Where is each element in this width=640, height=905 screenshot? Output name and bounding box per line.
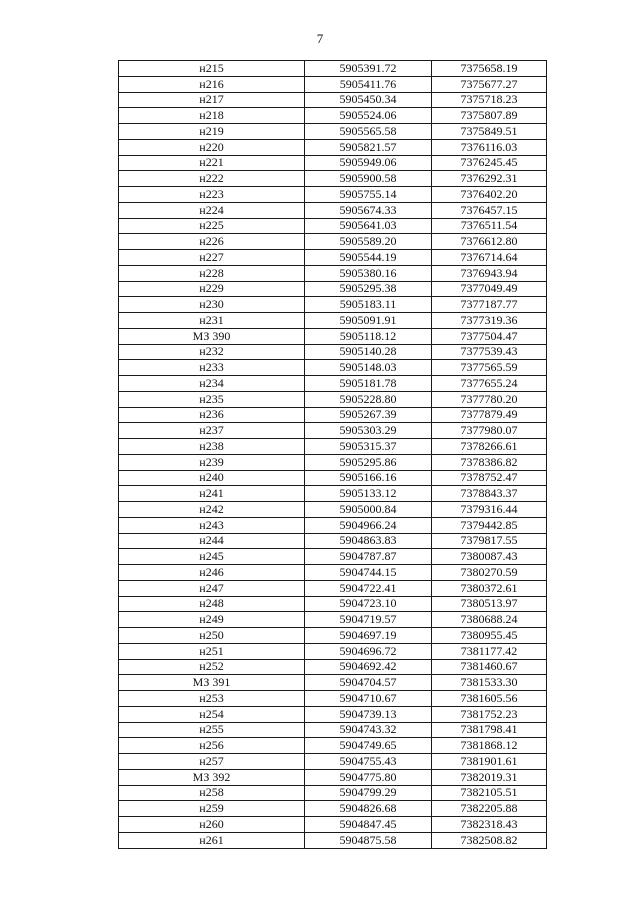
point-label-cell: н256 (119, 738, 305, 754)
table-row (119, 171, 547, 187)
point-label-cell: н241 (119, 486, 305, 502)
y-coordinate-cell: 7380087.43 (432, 549, 547, 565)
x-coordinate-cell: 5904704.57 (305, 675, 432, 691)
point-label-cell: н226 (119, 234, 305, 250)
table-row (119, 565, 547, 581)
y-coordinate-cell: 7380270.59 (432, 565, 547, 581)
point-label-cell: н259 (119, 801, 305, 817)
point-label-cell: МЗ 392 (119, 769, 305, 785)
y-coordinate-cell: 7381798.41 (432, 722, 547, 738)
table-row (119, 628, 547, 644)
x-coordinate-cell: 5905166.16 (305, 470, 432, 486)
point-label-cell: н255 (119, 722, 305, 738)
table-row (119, 470, 547, 486)
table-row (119, 691, 547, 707)
table-row (119, 486, 547, 502)
point-label-cell: н228 (119, 265, 305, 281)
table-row (119, 234, 547, 250)
point-label-cell: МЗ 391 (119, 675, 305, 691)
point-label-cell: н249 (119, 612, 305, 628)
y-coordinate-cell: 7377980.07 (432, 423, 547, 439)
x-coordinate-cell: 5905303.29 (305, 423, 432, 439)
table-row (119, 596, 547, 612)
point-label-cell: н242 (119, 502, 305, 518)
table-row (119, 612, 547, 628)
y-coordinate-cell: 7380955.45 (432, 628, 547, 644)
point-label-cell: н243 (119, 517, 305, 533)
y-coordinate-cell: 7376612.80 (432, 234, 547, 250)
table-row (119, 769, 547, 785)
x-coordinate-cell: 5905295.86 (305, 454, 432, 470)
table-row (119, 344, 547, 360)
y-coordinate-cell: 7378266.61 (432, 439, 547, 455)
x-coordinate-cell: 5904787.87 (305, 549, 432, 565)
x-coordinate-cell: 5904863.83 (305, 533, 432, 549)
x-coordinate-cell: 5905524.06 (305, 108, 432, 124)
x-coordinate-cell: 5905183.11 (305, 297, 432, 313)
x-coordinate-cell: 5905228.80 (305, 391, 432, 407)
table-row (119, 281, 547, 297)
y-coordinate-cell: 7379817.55 (432, 533, 547, 549)
table-row (119, 423, 547, 439)
point-label-cell: н234 (119, 376, 305, 392)
table-row (119, 61, 547, 77)
table-row (119, 517, 547, 533)
x-coordinate-cell: 5904739.13 (305, 706, 432, 722)
table-row (119, 76, 547, 92)
x-coordinate-cell: 5905821.57 (305, 139, 432, 155)
x-coordinate-cell: 5904755.43 (305, 754, 432, 770)
y-coordinate-cell: 7378752.47 (432, 470, 547, 486)
point-label-cell: н237 (119, 423, 305, 439)
y-coordinate-cell: 7375807.89 (432, 108, 547, 124)
page-number: 7 (316, 31, 324, 46)
y-coordinate-cell: 7376116.03 (432, 139, 547, 155)
table-row (119, 738, 547, 754)
table-row (119, 376, 547, 392)
table-row (119, 801, 547, 817)
table-row (119, 580, 547, 596)
table-row (119, 313, 547, 329)
table-row (119, 265, 547, 281)
point-label-cell: н230 (119, 297, 305, 313)
y-coordinate-cell: 7380513.97 (432, 596, 547, 612)
y-coordinate-cell: 7376511.54 (432, 218, 547, 234)
point-label-cell: н257 (119, 754, 305, 770)
y-coordinate-cell: 7377319.36 (432, 313, 547, 329)
y-coordinate-cell: 7381605.56 (432, 691, 547, 707)
x-coordinate-cell: 5904743.32 (305, 722, 432, 738)
table-row (119, 502, 547, 518)
table-row (119, 643, 547, 659)
y-coordinate-cell: 7376714.64 (432, 250, 547, 266)
x-coordinate-cell: 5904966.24 (305, 517, 432, 533)
point-label-cell: н223 (119, 187, 305, 203)
point-label-cell: н239 (119, 454, 305, 470)
point-label-cell: н227 (119, 250, 305, 266)
x-coordinate-cell: 5904697.19 (305, 628, 432, 644)
table-row (119, 549, 547, 565)
table-row (119, 454, 547, 470)
table-row (119, 439, 547, 455)
y-coordinate-cell: 7381752.23 (432, 706, 547, 722)
y-coordinate-cell: 7376457.15 (432, 202, 547, 218)
point-label-cell: н252 (119, 659, 305, 675)
table-row (119, 407, 547, 423)
x-coordinate-cell: 5904875.58 (305, 832, 432, 848)
y-coordinate-cell: 7377187.77 (432, 297, 547, 313)
x-coordinate-cell: 5905118.12 (305, 328, 432, 344)
table-row (119, 675, 547, 691)
point-label-cell: н221 (119, 155, 305, 171)
point-label-cell: н236 (119, 407, 305, 423)
y-coordinate-cell: 7376292.31 (432, 171, 547, 187)
y-coordinate-cell: 7377780.20 (432, 391, 547, 407)
y-coordinate-cell: 7382019.31 (432, 769, 547, 785)
x-coordinate-cell: 5905380.16 (305, 265, 432, 281)
x-coordinate-cell: 5905267.39 (305, 407, 432, 423)
y-coordinate-cell: 7382205.88 (432, 801, 547, 817)
x-coordinate-cell: 5905900.58 (305, 171, 432, 187)
table-row (119, 754, 547, 770)
y-coordinate-cell: 7381533.30 (432, 675, 547, 691)
table-row (119, 187, 547, 203)
point-label-cell: н233 (119, 360, 305, 376)
point-label-cell: н218 (119, 108, 305, 124)
table-row (119, 391, 547, 407)
y-coordinate-cell: 7377655.24 (432, 376, 547, 392)
y-coordinate-cell: 7376943.94 (432, 265, 547, 281)
x-coordinate-cell: 5904692.42 (305, 659, 432, 675)
y-coordinate-cell: 7378386.82 (432, 454, 547, 470)
point-label-cell: н229 (119, 281, 305, 297)
table-row (119, 785, 547, 801)
y-coordinate-cell: 7382105.51 (432, 785, 547, 801)
y-coordinate-cell: 7377049.49 (432, 281, 547, 297)
x-coordinate-cell: 5904696.72 (305, 643, 432, 659)
x-coordinate-cell: 5905949.06 (305, 155, 432, 171)
y-coordinate-cell: 7377565.59 (432, 360, 547, 376)
table-row (119, 155, 547, 171)
y-coordinate-cell: 7379316.44 (432, 502, 547, 518)
table-row (119, 817, 547, 833)
x-coordinate-cell: 5905641.03 (305, 218, 432, 234)
y-coordinate-cell: 7376402.20 (432, 187, 547, 203)
point-label-cell: н222 (119, 171, 305, 187)
table-row (119, 250, 547, 266)
y-coordinate-cell: 7377879.49 (432, 407, 547, 423)
point-label-cell: н253 (119, 691, 305, 707)
x-coordinate-cell: 5905315.37 (305, 439, 432, 455)
point-label-cell: н235 (119, 391, 305, 407)
point-label-cell: н216 (119, 76, 305, 92)
point-label-cell: н245 (119, 549, 305, 565)
point-label-cell: н240 (119, 470, 305, 486)
y-coordinate-cell: 7377539.43 (432, 344, 547, 360)
x-coordinate-cell: 5904723.10 (305, 596, 432, 612)
x-coordinate-cell: 5905674.33 (305, 202, 432, 218)
y-coordinate-cell: 7377504.47 (432, 328, 547, 344)
point-label-cell: н258 (119, 785, 305, 801)
y-coordinate-cell: 7381177.42 (432, 643, 547, 659)
y-coordinate-cell: 7378843.37 (432, 486, 547, 502)
point-label-cell: н244 (119, 533, 305, 549)
table-row (119, 832, 547, 848)
table-row (119, 202, 547, 218)
y-coordinate-cell: 7380688.24 (432, 612, 547, 628)
table-row (119, 659, 547, 675)
x-coordinate-cell: 5905450.34 (305, 92, 432, 108)
y-coordinate-cell: 7375718.23 (432, 92, 547, 108)
y-coordinate-cell: 7375677.27 (432, 76, 547, 92)
point-label-cell: н217 (119, 92, 305, 108)
y-coordinate-cell: 7381460.67 (432, 659, 547, 675)
x-coordinate-cell: 5904826.68 (305, 801, 432, 817)
coordinates-table-body (119, 61, 547, 849)
point-label-cell: н224 (119, 202, 305, 218)
point-label-cell: н261 (119, 832, 305, 848)
y-coordinate-cell: 7375658.19 (432, 61, 547, 77)
y-coordinate-cell: 7380372.61 (432, 580, 547, 596)
point-label-cell: н251 (119, 643, 305, 659)
x-coordinate-cell: 5905140.28 (305, 344, 432, 360)
point-label-cell: н231 (119, 313, 305, 329)
table-row (119, 706, 547, 722)
point-label-cell: н260 (119, 817, 305, 833)
x-coordinate-cell: 5905411.76 (305, 76, 432, 92)
x-coordinate-cell: 5904775.80 (305, 769, 432, 785)
x-coordinate-cell: 5905755.14 (305, 187, 432, 203)
point-label-cell: н247 (119, 580, 305, 596)
point-label-cell: МЗ 390 (119, 328, 305, 344)
table-row (119, 92, 547, 108)
x-coordinate-cell: 5904710.67 (305, 691, 432, 707)
x-coordinate-cell: 5905091.91 (305, 313, 432, 329)
point-label-cell: н232 (119, 344, 305, 360)
x-coordinate-cell: 5905565.58 (305, 124, 432, 140)
y-coordinate-cell: 7382318.43 (432, 817, 547, 833)
point-label-cell: н250 (119, 628, 305, 644)
table-row (119, 328, 547, 344)
table-row (119, 722, 547, 738)
y-coordinate-cell: 7379442.85 (432, 517, 547, 533)
x-coordinate-cell: 5905391.72 (305, 61, 432, 77)
point-label-cell: н238 (119, 439, 305, 455)
coordinates-table (118, 60, 547, 849)
x-coordinate-cell: 5905295.38 (305, 281, 432, 297)
point-label-cell: н254 (119, 706, 305, 722)
y-coordinate-cell: 7382508.82 (432, 832, 547, 848)
x-coordinate-cell: 5904799.29 (305, 785, 432, 801)
x-coordinate-cell: 5905148.03 (305, 360, 432, 376)
y-coordinate-cell: 7376245.45 (432, 155, 547, 171)
table-row (119, 139, 547, 155)
table-row (119, 108, 547, 124)
point-label-cell: н248 (119, 596, 305, 612)
y-coordinate-cell: 7381868.12 (432, 738, 547, 754)
x-coordinate-cell: 5904749.65 (305, 738, 432, 754)
table-row (119, 297, 547, 313)
x-coordinate-cell: 5905544.19 (305, 250, 432, 266)
x-coordinate-cell: 5905589.20 (305, 234, 432, 250)
point-label-cell: н220 (119, 139, 305, 155)
table-row (119, 124, 547, 140)
point-label-cell: н215 (119, 61, 305, 77)
y-coordinate-cell: 7375849.51 (432, 124, 547, 140)
point-label-cell: н219 (119, 124, 305, 140)
point-label-cell: н246 (119, 565, 305, 581)
x-coordinate-cell: 5905133.12 (305, 486, 432, 502)
table-row (119, 360, 547, 376)
x-coordinate-cell: 5904719.57 (305, 612, 432, 628)
x-coordinate-cell: 5905181.78 (305, 376, 432, 392)
x-coordinate-cell: 5904722.41 (305, 580, 432, 596)
table-row (119, 533, 547, 549)
point-label-cell: н225 (119, 218, 305, 234)
x-coordinate-cell: 5904847.45 (305, 817, 432, 833)
x-coordinate-cell: 5905000.84 (305, 502, 432, 518)
table-row (119, 218, 547, 234)
y-coordinate-cell: 7381901.61 (432, 754, 547, 770)
x-coordinate-cell: 5904744.15 (305, 565, 432, 581)
